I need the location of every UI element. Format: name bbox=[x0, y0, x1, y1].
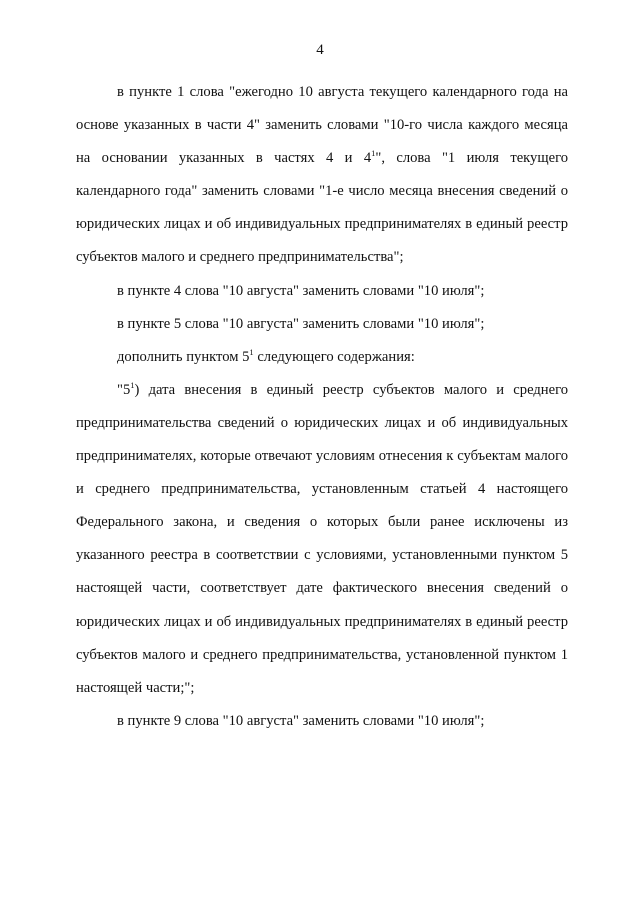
amendment-paragraph-3: в пункте 5 слова "10 августа" заменить словами "10 июля"; bbox=[117, 315, 485, 332]
superscript: 1 bbox=[371, 148, 376, 159]
paragraph-text: в пункте 1 слова "ежегодно 10 августа текущего календарного года на основе указанных в части 4" заменить словами "10-го числа каждого месяца на основании указанных в частях 4 и 4 bbox=[76, 84, 568, 167]
amendment-paragraph-2: в пункте 4 слова "10 августа" заменить словами "10 июля"; bbox=[117, 282, 485, 299]
superscript: 1 bbox=[130, 379, 135, 390]
amendment-paragraph-6: в пункте 9 слова "10 августа" заменить словами "10 июля"; bbox=[117, 712, 485, 729]
amendment-paragraph-4 bbox=[76, 341, 568, 374]
document-body bbox=[76, 76, 568, 738]
paragraph-text: следующего содержания: bbox=[253, 348, 415, 365]
paragraph-text: "5 bbox=[117, 381, 131, 398]
amendment-paragraph-5 bbox=[76, 374, 568, 705]
amendment-paragraph-1 bbox=[76, 76, 568, 275]
paragraph-text: ", слова "1 июля текущего календарного года" заменить словами "1-е число месяца внесения сведений о юридических лицах и об индивидуальных предпринимателях в единый реестр субъектов малого и среднего предпринимательства"; bbox=[76, 150, 568, 266]
paragraph-text: дополнить пунктом 5 bbox=[117, 348, 250, 365]
page-number: 4 bbox=[316, 42, 324, 58]
paragraph-text: ) дата внесения в единый реестр субъектов малого и среднего предпринимательства сведений о юридических лицах и об индивидуальных предпринимателях, которые отвечают условиям отнесения к субъектам малого и среднего предпринимательства, установленным статьей 4 настоящего Федерального закона, и сведения о которых были ранее исключены из указанного реестра в соответствии с условиями, установленными пунктом 5 настоящей части, соответствует дате фактического внесения сведений о юридических лицах и об индивидуальных предпринимателях в единый реестр субъектов малого и среднего предпринимательства, установленной пунктом 1 настоящей части;"; bbox=[76, 381, 568, 696]
superscript: 1 bbox=[249, 346, 254, 357]
